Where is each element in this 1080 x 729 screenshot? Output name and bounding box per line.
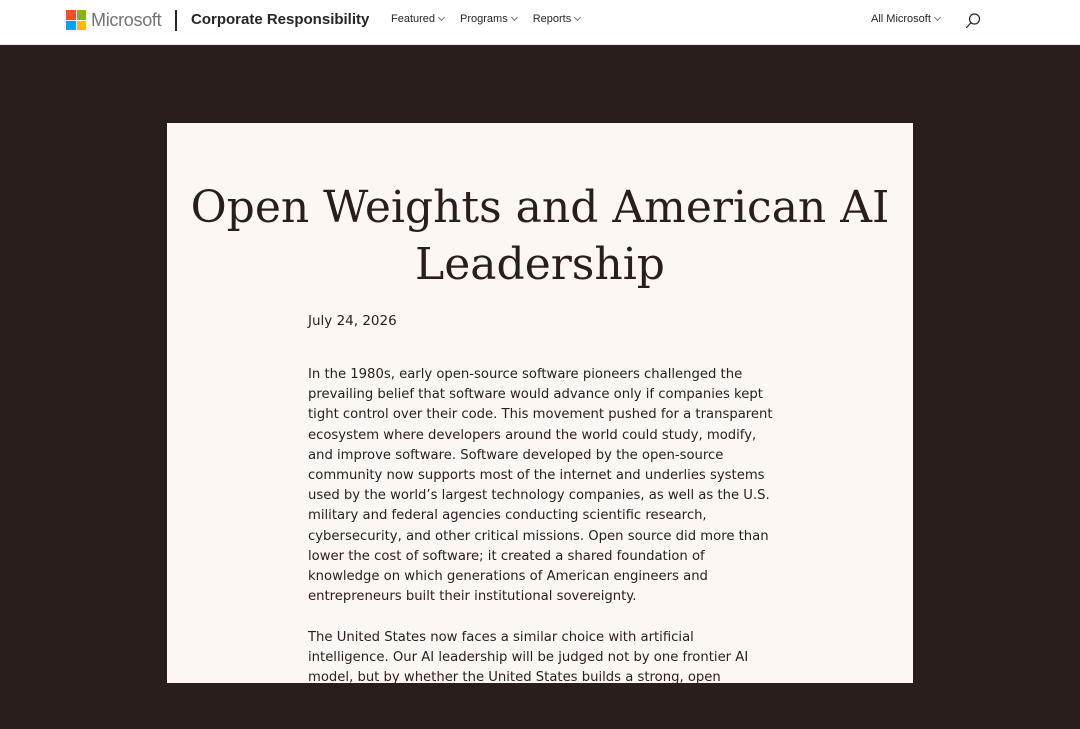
article-title: Open Weights and American AI Leadership: [190, 182, 890, 290]
article-date: July 24, 2026: [308, 313, 397, 329]
all-microsoft-menu[interactable]: [871, 13, 940, 25]
logo-square-yellow: [77, 21, 87, 31]
nav-item-label: Programs: [460, 13, 508, 25]
nav-item-featured[interactable]: [391, 13, 444, 25]
search-icon[interactable]: [964, 12, 982, 30]
nav-item-reports[interactable]: [533, 13, 581, 25]
all-microsoft-label: All Microsoft: [871, 13, 931, 25]
chevron-down-icon: [934, 14, 941, 21]
logo-square-red: [66, 10, 76, 20]
logo-square-blue: [66, 21, 76, 31]
site-header: [0, 0, 1080, 45]
microsoft-logo[interactable]: [66, 10, 161, 30]
brand-name: Microsoft: [91, 9, 162, 30]
nav-item-label: Reports: [532, 13, 572, 25]
article-card: [167, 123, 913, 706]
article-paragraph: The United States now faces a similar choice with artificial intelligence. Our AI leadership will be judged not by one frontier AI model, but by whether the United States builds a strong, open ecosystem that diffuses into every sector.: [308, 629, 749, 706]
chevron-down-icon: [574, 14, 581, 21]
logo-square-green: [77, 10, 87, 20]
chevron-down-icon: [511, 14, 518, 21]
header-divider: [175, 10, 177, 31]
article-body: [308, 365, 778, 729]
chevron-down-icon: [438, 14, 445, 21]
site-title-link[interactable]: Corporate Responsibility: [191, 11, 370, 28]
microsoft-logo-icon: [66, 10, 86, 30]
article-paragraph: In the 1980s, early open-source software pioneers challenged the prevailing belief that software would advance only if companies kept tight control over their code. This movement pushed for a transparent ecosystem where developers around the world could study, modify, and improve software. Software developed by the open-source community now supports most of the internet and underlies systems used by the world’s largest technology companies, as well as the U.S. military and federal agencies conducting scientific research, cybersecurity, and other critical missions. Open source did more than lower the cost of software; it created a shared foundation of knowledge on which generations of American engineers and entrepreneurs built their institutional sovereignty.: [308, 367, 773, 605]
main-nav: [391, 13, 596, 25]
nav-item-label: Featured: [391, 13, 436, 25]
nav-item-programs[interactable]: [460, 13, 517, 25]
